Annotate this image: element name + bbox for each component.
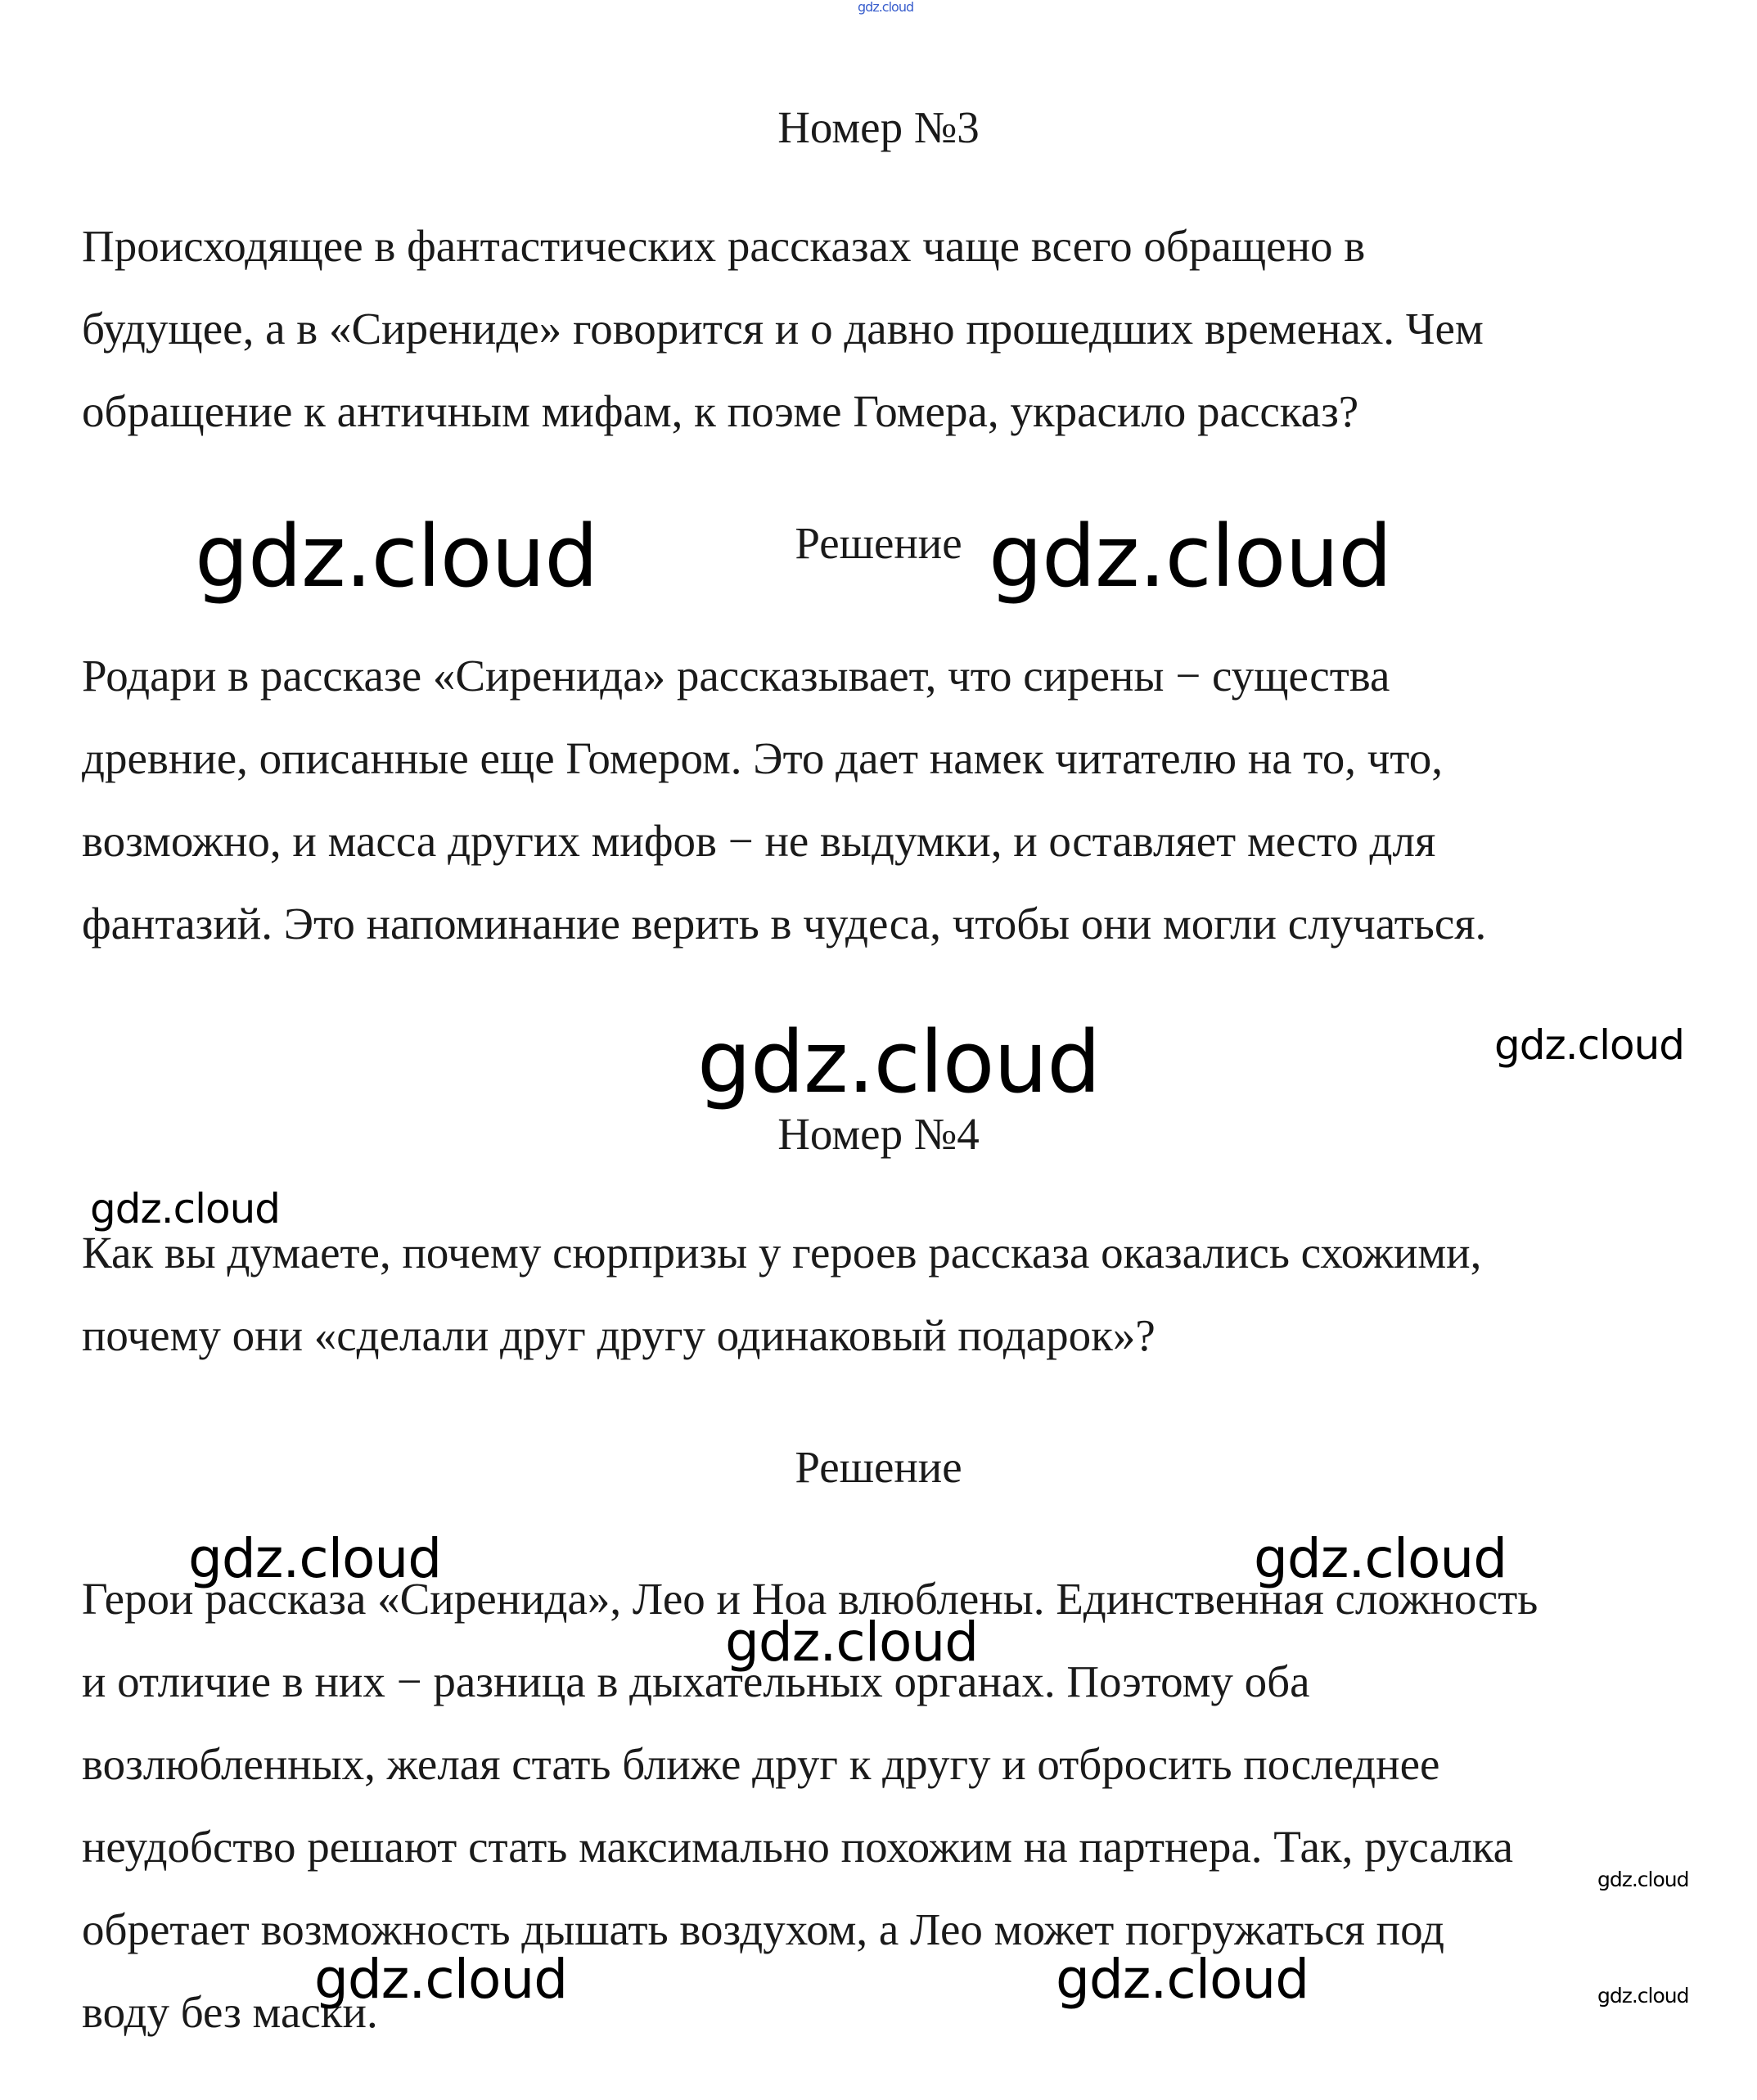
task-3-answer-line: Родари в рассказе «Сиренида» рассказывает, что сирены − существа bbox=[82, 651, 1390, 701]
watermark: gdz.cloud bbox=[1494, 1021, 1685, 1069]
watermark-small: gdz.cloud bbox=[1597, 1984, 1689, 2008]
task-4-heading: Номер №4 bbox=[777, 1109, 980, 1159]
watermark: gdz.cloud bbox=[314, 1948, 568, 2011]
task-3-solution-heading: Решение bbox=[795, 518, 962, 568]
task-4-solution-heading: Решение bbox=[795, 1442, 962, 1492]
task-4-answer-line: возлюбленных, желая стать ближе друг к другу и отбросить последнее bbox=[82, 1739, 1440, 1789]
task-4-question-line: Как вы думаете, почему сюрпризы у героев рассказа оказались схожими, bbox=[82, 1228, 1482, 1278]
watermark: gdz.cloud bbox=[725, 1611, 979, 1674]
task-4-answer-line: неудобство решают стать максимально похожим на партнера. Так, русалка bbox=[82, 1822, 1514, 1872]
task-4-answer-line: и отличие в них − разница в дыхательных органах. Поэтому оба bbox=[82, 1656, 1310, 1706]
watermark: gdz.cloud bbox=[195, 507, 598, 606]
task-3-question-line: будущее, а в «Сирениде» говорится и о давно прошедших временах. Чем bbox=[82, 304, 1484, 354]
task-3-answer-line: фантазий. Это напоминание верить в чудеса, чтобы они могли случаться. bbox=[82, 899, 1487, 949]
task-4-question bbox=[82, 1211, 1702, 1377]
watermark-tiny: gdz.cloud bbox=[858, 0, 914, 15]
task-3-heading: Номер №3 bbox=[777, 102, 980, 152]
task-3-answer-line: возможно, и масса других мифов − не выдумки, и оставляет место для bbox=[82, 816, 1436, 866]
task-4-answer-line: Герои рассказа «Сиренида», Лео и Ноа влюблены. Единственная сложность bbox=[82, 1574, 1539, 1624]
task-3-question-line: Происходящее в фантастических рассказах чаще всего обращено в bbox=[82, 221, 1366, 271]
watermark: gdz.cloud bbox=[1254, 1527, 1507, 1590]
watermark: gdz.cloud bbox=[989, 507, 1392, 606]
task-3-question-line: обращение к античным мифам, к поэме Гомера, украсило рассказ? bbox=[82, 386, 1359, 436]
task-4-answer-line: обретает возможность дышать воздухом, а Лео может погружаться под bbox=[82, 1904, 1444, 1954]
watermark-small: gdz.cloud bbox=[1597, 1868, 1689, 1891]
task-3-answer bbox=[82, 634, 1702, 965]
watermark: gdz.cloud bbox=[90, 1185, 281, 1233]
watermark: gdz.cloud bbox=[697, 1012, 1101, 1112]
watermark: gdz.cloud bbox=[188, 1527, 442, 1590]
task-3-question bbox=[82, 205, 1702, 453]
task-4-question-line: почему они «сделали друг другу одинаковый подарок»? bbox=[82, 1310, 1156, 1360]
task-3-answer-line: древние, описанные еще Гомером. Это дает намек читателю на то, что, bbox=[82, 733, 1443, 783]
task-4-answer-line: воду без маски. bbox=[82, 1987, 378, 2037]
watermark: gdz.cloud bbox=[1056, 1948, 1309, 2011]
